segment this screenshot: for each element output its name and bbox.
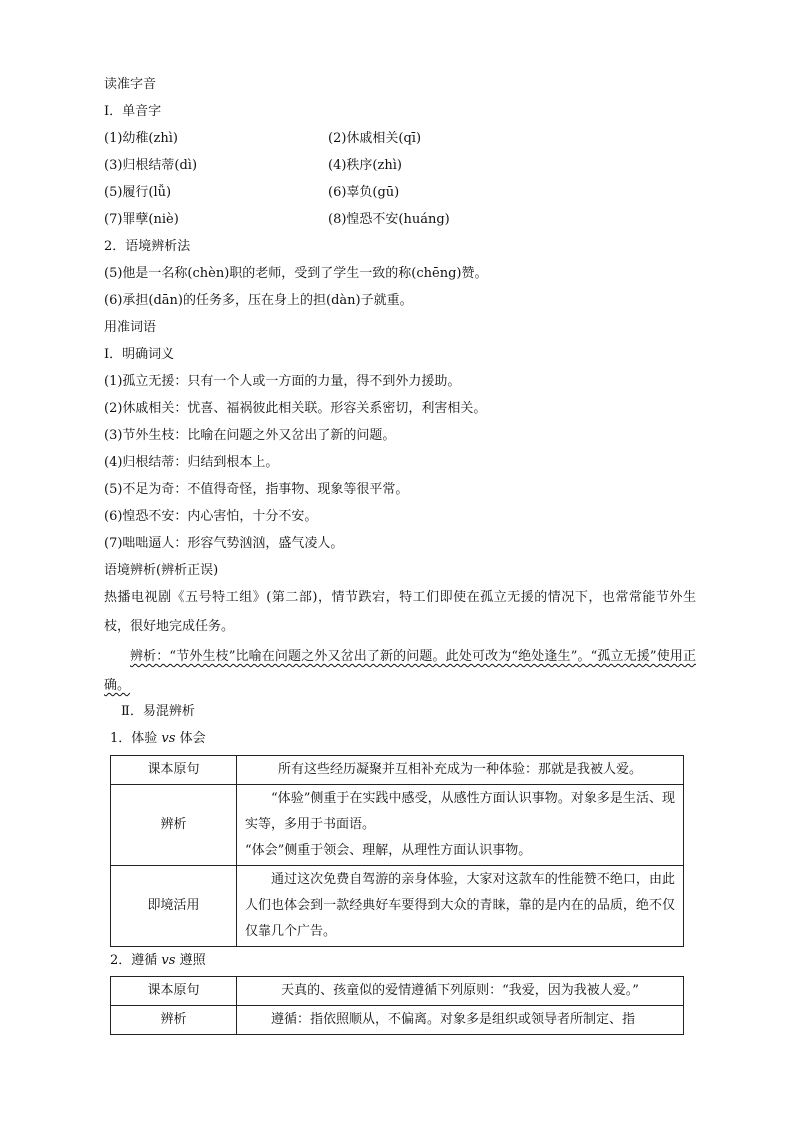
list-item: (5)履行(lǚ) <box>104 185 172 200</box>
table-header-cell: 课本原句 <box>111 977 237 1006</box>
table-cell: 通过这次免费自驾游的亲身体验，大家对这款车的性能赞不绝口，由此人们也体会到一款经典好车要得到大众的青睐，靠的是内在的品质，绝不仅仅靠几个广告。 <box>237 866 684 947</box>
paragraph: (5)他是一名称(chèn)职的老师，受到了学生一致的称(chēng)赞。 <box>104 266 488 281</box>
table-row <box>111 785 684 866</box>
table-cell: 遵循：指依照顺从，不偏离。对象多是组织或领导者所制定、指 <box>237 1006 684 1035</box>
definition-item: (5)不足为奇：不值得奇怪，指事物、现象等很平常。 <box>104 482 409 497</box>
table-row <box>111 756 684 785</box>
subheading-single-sound: Ⅰ．单音字 <box>104 104 162 119</box>
context-paragraph: 热播电视剧《五号特工组》(第二部)，情节跌宕，特工们即使在孤立无援的情况下，也常常能节外生枝，很好地完成任务。 <box>104 590 696 634</box>
list-item: (8)惶恐不安(huáng) <box>328 212 450 227</box>
list-item: (2)休戚相关(qī) <box>328 131 422 146</box>
table-header-cell: 即境活用 <box>111 866 237 947</box>
table-header-cell: 辨析 <box>111 785 237 866</box>
section-title-words: 用准词语 <box>104 320 157 335</box>
subheading-meanings: Ⅰ．明确词义 <box>104 347 175 362</box>
table-row <box>111 977 684 1006</box>
list-item: (6)辜负(gū) <box>328 185 400 200</box>
list-item: (1)幼稚(zhì) <box>104 131 178 146</box>
definition-item: (6)惶恐不安：内心害怕，十分不安。 <box>104 509 318 524</box>
definition-item: (1)孤立无援：只有一个人或一方面的力量，得不到外力援助。 <box>104 374 461 389</box>
subheading-context: 2．语境辨析法 <box>104 239 191 254</box>
table-row <box>111 1006 684 1035</box>
comparison-title-2: 2．遵循 vs 遵照 <box>110 953 206 968</box>
definition-item: (2)休戚相关：忧喜、福祸彼此相关联。形容关系密切，利害相关。 <box>104 401 487 416</box>
definition-item: (3)节外生枝：比喻在问题之外又岔出了新的问题。 <box>104 428 396 443</box>
comparison-title-1: 1．体验 vs 体会 <box>110 731 206 746</box>
list-item: (4)秩序(zhì) <box>328 158 402 173</box>
table-cell: “体验”侧重于在实践中感受，从感性方面认识事物。对象多是生活、现实等，多用于书面语。 “体会”侧重于领会、理解，从理性方面认识事物。 <box>237 785 684 866</box>
section-title-pronunciation: 读准字音 <box>104 77 157 92</box>
context-title: 语境辨析(辨析正误) <box>104 563 219 578</box>
comparison-table-1 <box>110 755 684 947</box>
paragraph: (6)承担(dān)的任务多，压在身上的担(dàn)子就重。 <box>104 293 413 308</box>
table-header-cell: 辨析 <box>111 1006 237 1035</box>
list-item: (3)归根结蒂(dì) <box>104 158 198 173</box>
subheading-confusable: Ⅱ．易混辨析 <box>121 704 195 719</box>
table-row <box>111 866 684 947</box>
table-header-cell: 课本原句 <box>111 756 237 785</box>
table-cell: 天真的、孩童似的爱情遵循下列原则：“我爱，因为我被人爱。” <box>237 977 684 1006</box>
analysis-paragraph <box>104 642 696 700</box>
list-item: (7)罪孽(niè) <box>104 212 179 227</box>
analysis-text: 辨析：“节外生枝”比喻在问题之外又岔出了新的问题。此处可改为“绝处逢生”。“孤立无援”使用正确。 <box>104 649 696 693</box>
definition-item: (4)归根结蒂：归结到根本上。 <box>104 455 279 470</box>
definition-item: (7)咄咄逼人：形容气势汹汹，盛气凌人。 <box>104 536 344 551</box>
comparison-table-2 <box>110 976 684 1035</box>
table-cell: 所有这些经历凝聚并互相补充成为一种体验：那就是我被人爱。 <box>237 756 684 785</box>
